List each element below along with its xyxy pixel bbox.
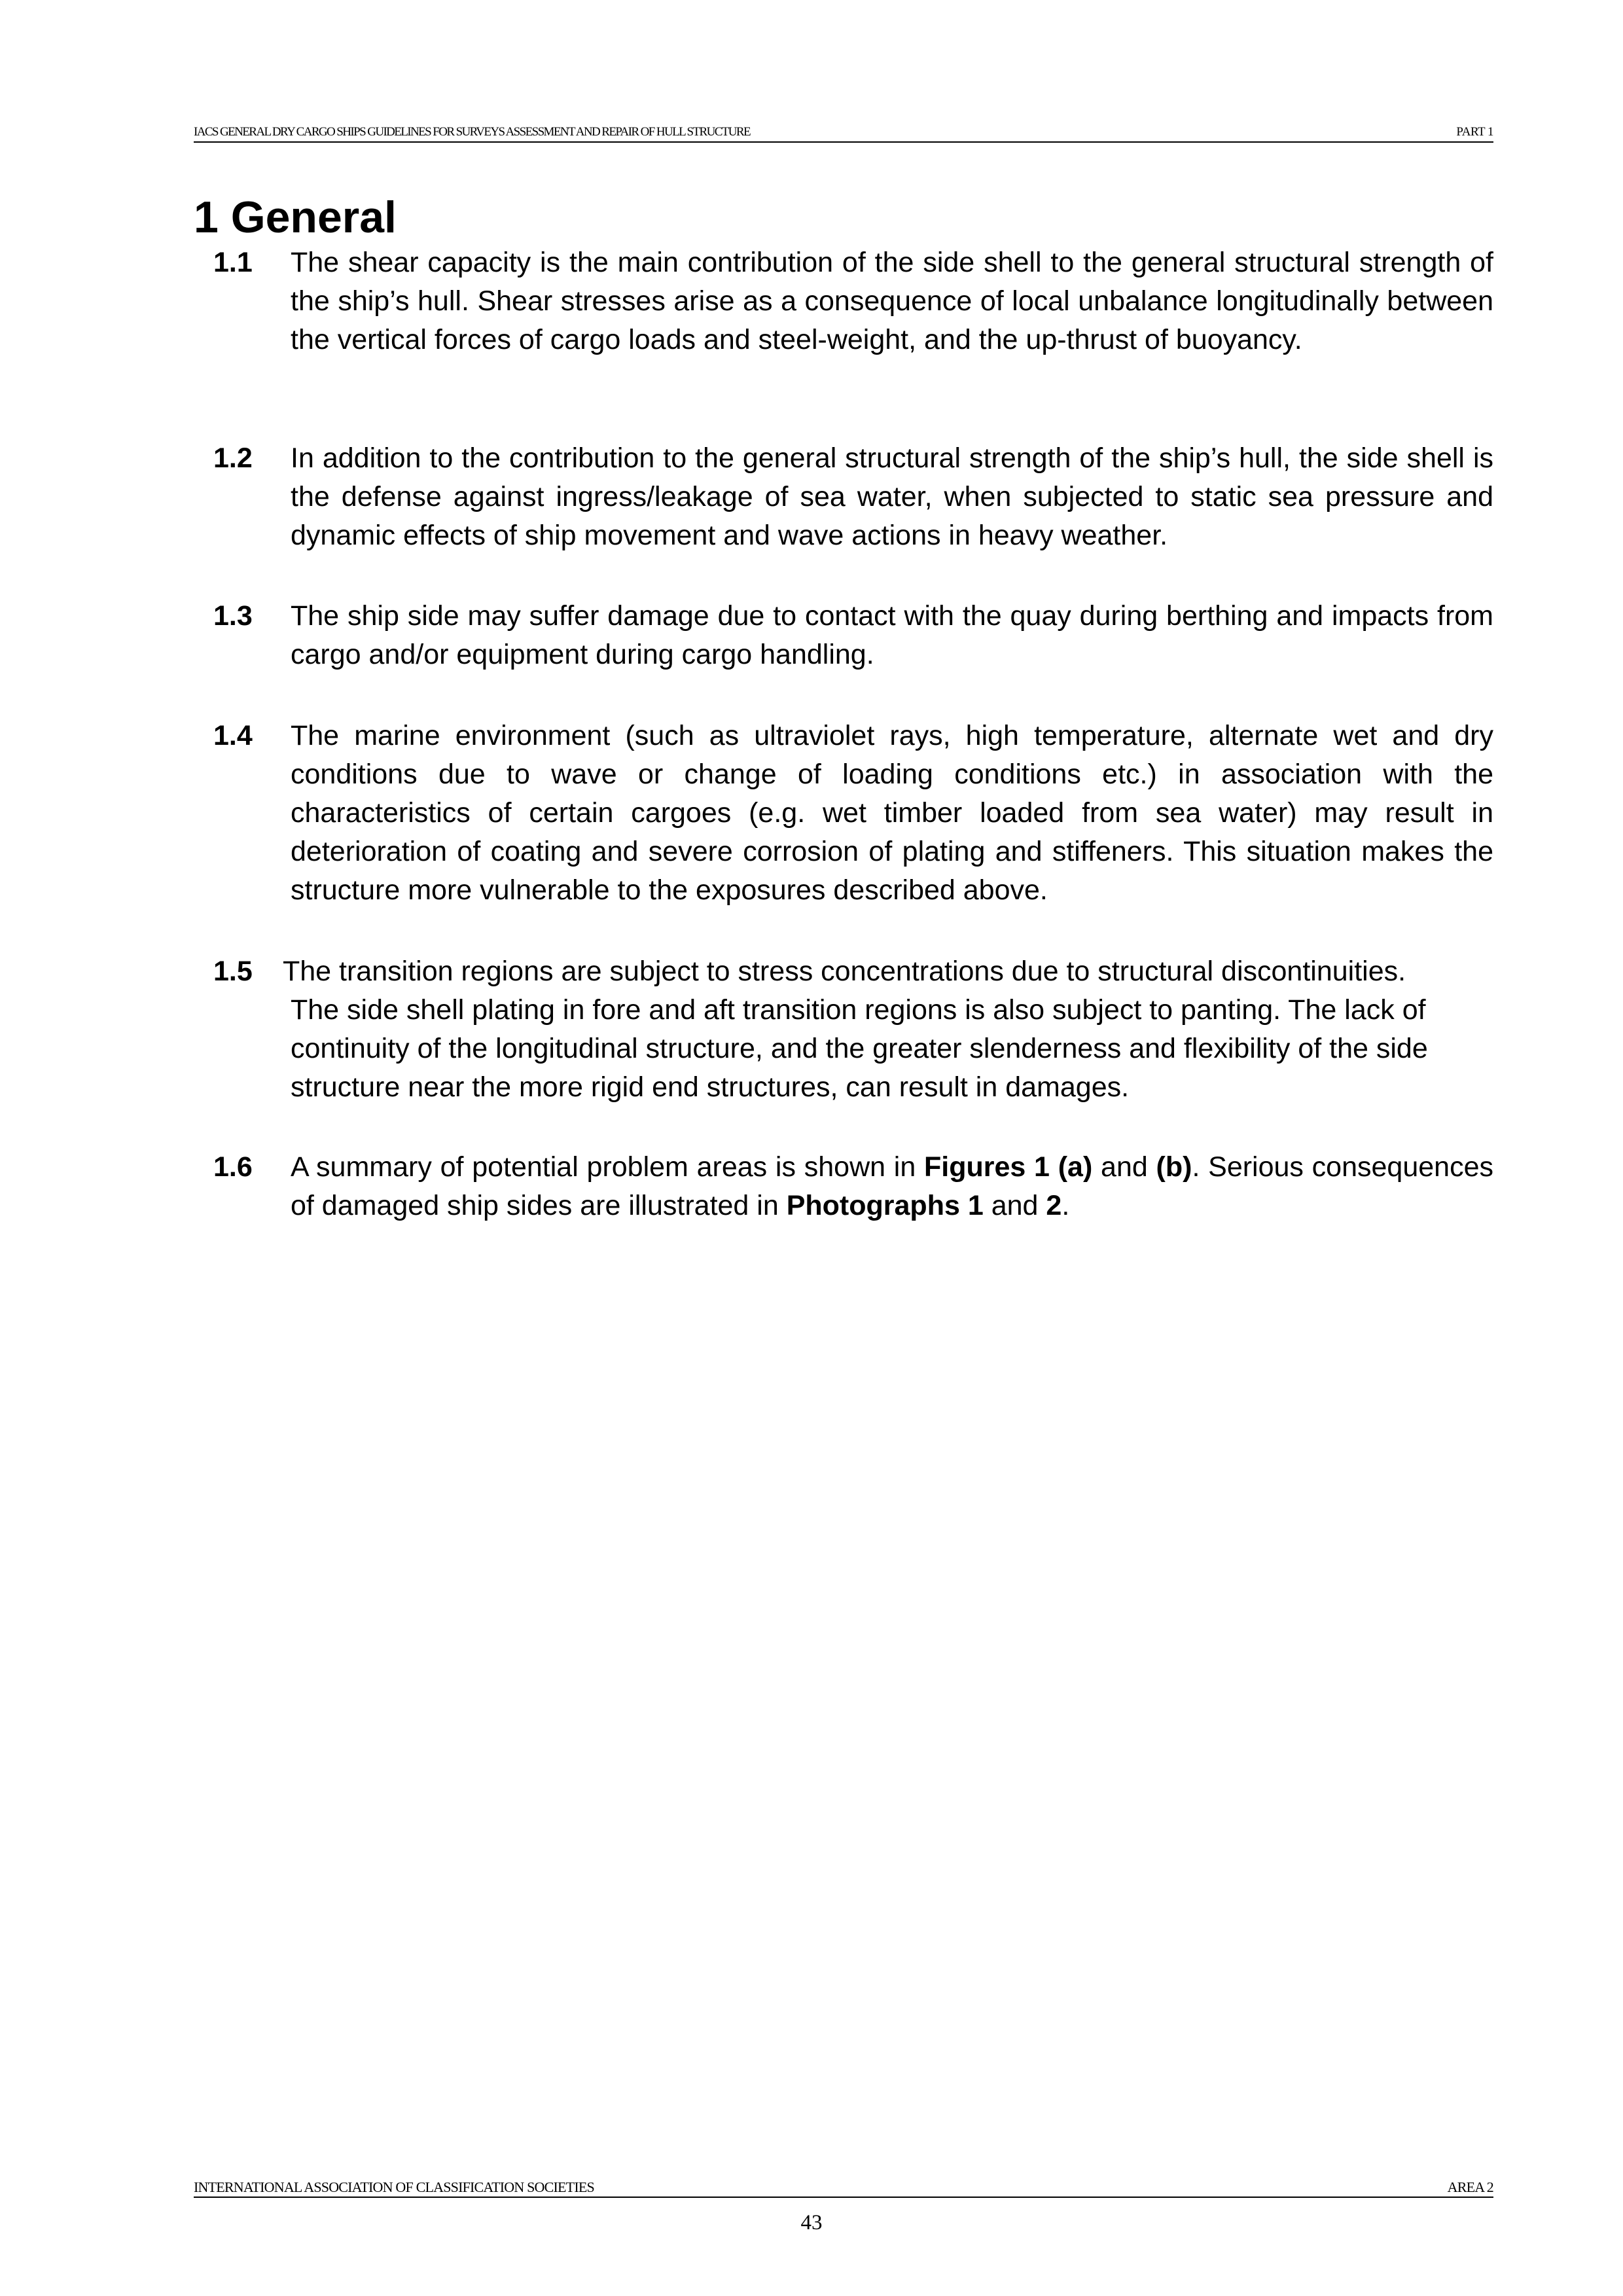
paragraph-text: In addition to the contribution to the general structural strength of the ship’s hull, the side shell is the defense against ingress/leakage of sea water, when subjected to static sea pressure and dynamic effects of ship movement and wave actions in heavy weather. [291, 442, 1493, 551]
running-footer [194, 2178, 1493, 2198]
paragraph-text: The marine environment (such as ultraviolet rays, high temperature, alternate wet and dry conditions due to wave or change of loading conditions etc.) in association with the characteristics of certain cargoes (e.g. wet timber loaded from sea water) may result in deterioration of coating and severe corrosion of plating and stiffeners. This situation makes the structure more vulnerable to the exposures described above. [291, 720, 1493, 906]
paragraph-1-5 [194, 952, 1493, 1107]
paragraph-text: The side shell plating in fore and aft transition regions is also subject to panting. The lack of continuity of the longitudinal structure, and the greater slenderness and flexibility of the side structure near the more rigid end structures, can result in damages. [291, 994, 1428, 1103]
photograph-reference: 2 [1046, 1190, 1062, 1221]
text-run: . [1061, 1190, 1070, 1221]
paragraph-number: 1.2 [213, 442, 253, 474]
paragraph-text: The ship side may suffer damage due to contact with the quay during berthing and impacts from cargo and/or equipment during cargo handling. [291, 600, 1493, 670]
paragraph-1-3 [194, 597, 1493, 674]
paragraph-1-2 [194, 439, 1493, 555]
footer-organization: INTERNATIONAL ASSOCIATION OF CLASSIFICATION SOCIETIES [194, 2179, 594, 2195]
paragraph-1-1 [194, 243, 1493, 359]
paragraph-number: 1.5 [213, 956, 253, 987]
section-title: 1 General [194, 192, 397, 242]
page-number: 43 [800, 2211, 823, 2234]
paragraph-1-6 [194, 1148, 1493, 1225]
paragraph-text [291, 1148, 1493, 1225]
text-run: and [983, 1190, 1046, 1221]
header-part: PART 1 [1456, 125, 1493, 139]
header-title: IACS GENERAL DRY CARGO SHIPS GUIDELINES FOR SURVEYS ASSESSMENT AND REPAIR OF HULL STRUCTURE [194, 125, 750, 139]
running-header [194, 123, 1493, 143]
text-run: and [1092, 1151, 1156, 1183]
figure-reference: (b) [1156, 1151, 1192, 1183]
footer-area: AREA 2 [1447, 2179, 1493, 2195]
paragraph-1-4 [194, 717, 1493, 910]
paragraph-text: The shear capacity is the main contribution of the side shell to the general structural strength of the ship’s hull. Shear stresses arise as a consequence of local unbalance longitudinally between the vertical forces of cargo loads and steel-weight, and the up-thrust of buoyancy. [291, 247, 1493, 355]
figure-reference: Figures 1 (a) [924, 1151, 1093, 1183]
text-run: A summary of potential problem areas is shown in [291, 1151, 924, 1183]
paragraph-number: 1.4 [213, 720, 253, 751]
paragraph-number: 1.1 [213, 247, 253, 278]
paragraph-number: 1.6 [213, 1151, 253, 1183]
text-run: . Serious consequences of damaged ship sides are illustrated in [291, 1151, 1493, 1221]
paragraph-number: 1.3 [213, 600, 253, 632]
paragraph-first-line: The transition regions are subject to stress concentrations due to structural discontinuities. [283, 956, 1406, 987]
photograph-reference: Photographs 1 [786, 1190, 984, 1221]
